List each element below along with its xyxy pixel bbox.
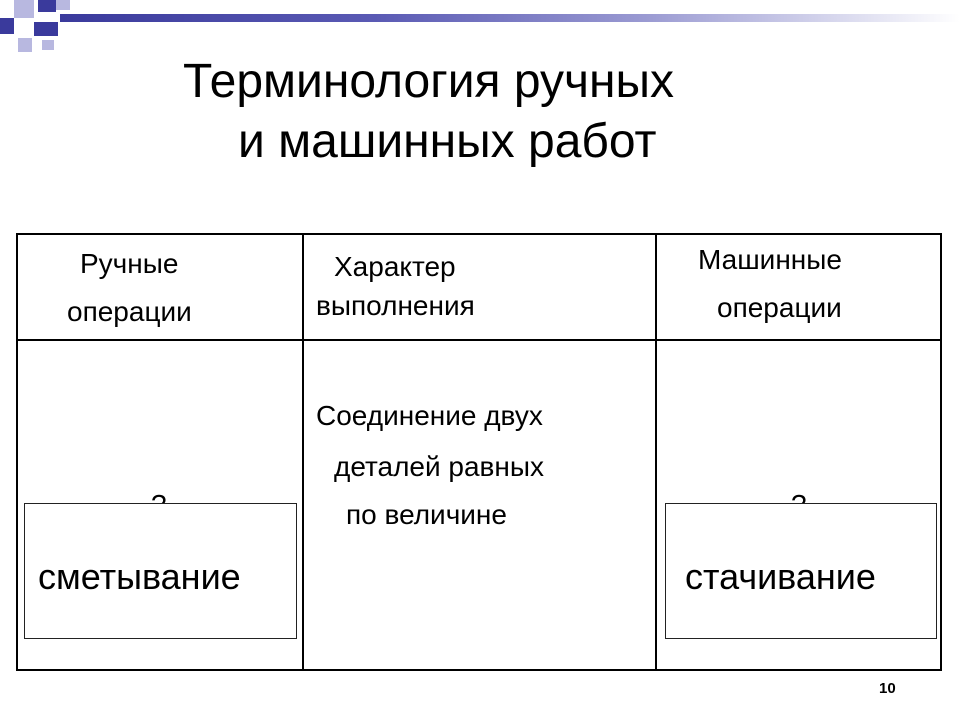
description-line3: по величине: [346, 499, 507, 530]
decor-square-6: [18, 38, 32, 52]
title-line-2: и машинных работ: [238, 115, 657, 168]
decor-gradient-bar: [60, 14, 960, 22]
header-machine-line2: операции: [717, 292, 842, 323]
decor-square-1: [14, 0, 34, 18]
page-number: 10: [879, 680, 896, 697]
table-header-divider: [16, 339, 942, 341]
header-nature-line2: выполнения: [316, 290, 475, 321]
manual-answer-text: сметывание: [38, 556, 241, 597]
decor-square-3: [56, 0, 70, 10]
header-machine-line1: Машинные: [698, 244, 842, 275]
description-line2: деталей равных: [334, 451, 544, 482]
decor-square-2: [38, 0, 56, 12]
machine-answer-text: стачивание: [685, 556, 876, 597]
decor-square-7: [42, 40, 54, 50]
slide-title: [183, 52, 823, 172]
description-line1: Соединение двух: [316, 400, 543, 431]
table-divider-1: [302, 233, 304, 671]
header-manual-line2: операции: [67, 296, 192, 327]
title-line-1: Терминология ручных: [183, 55, 675, 108]
decor-square-4: [0, 18, 14, 34]
table-divider-2: [655, 233, 657, 671]
header-manual-line1: Ручные: [80, 248, 179, 279]
decor-square-5: [34, 22, 58, 36]
header-nature-line1: Характер: [334, 251, 456, 282]
